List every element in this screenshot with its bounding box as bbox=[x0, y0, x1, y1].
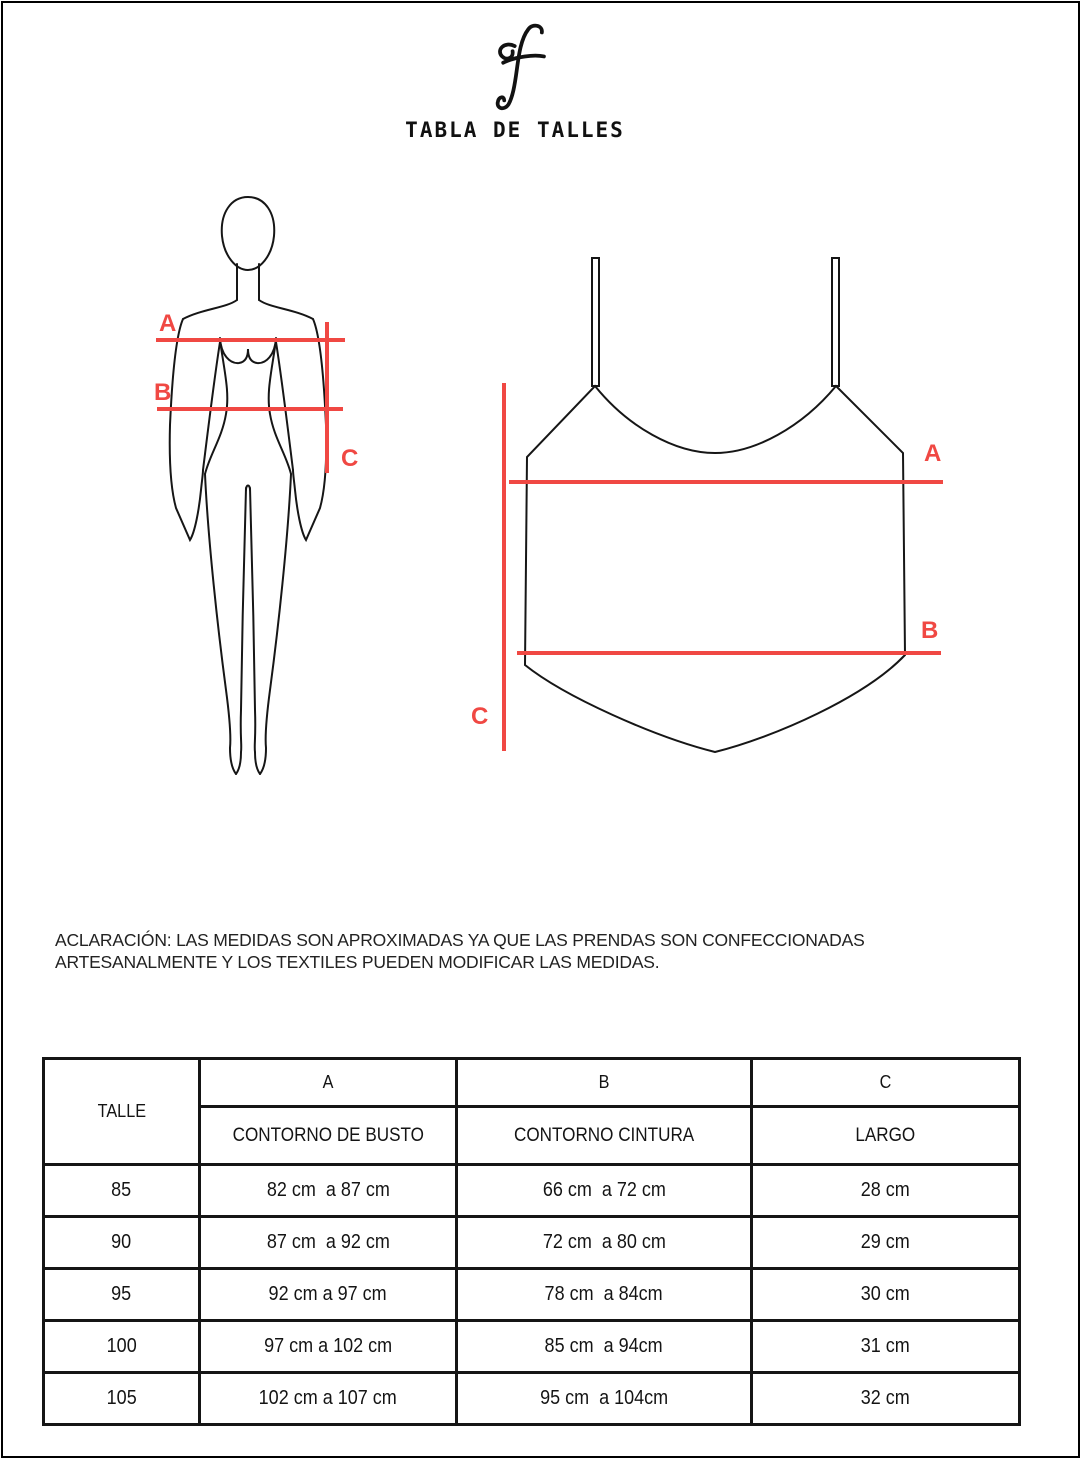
talle-cell: 105 bbox=[44, 1373, 200, 1425]
busto-cell: 97 cm a 102 cm bbox=[200, 1321, 457, 1373]
talle-cell: 95 bbox=[44, 1269, 200, 1321]
largo-cell: 31 cm bbox=[752, 1321, 1020, 1373]
brand-logo-icon bbox=[489, 22, 555, 116]
cintura-cell: 66 cm a 72 cm bbox=[457, 1165, 752, 1217]
garment-illustration bbox=[470, 245, 960, 765]
size-row-105 bbox=[44, 1373, 1020, 1425]
size-table-corner-header: TALLE bbox=[44, 1059, 200, 1165]
body-measure-label-b: B bbox=[154, 379, 172, 406]
body-measure-label-a: A bbox=[159, 310, 177, 337]
largo-cell: 32 cm bbox=[752, 1373, 1020, 1425]
size-row-85 bbox=[44, 1165, 1020, 1217]
busto-cell: 87 cm a 92 cm bbox=[200, 1217, 457, 1269]
size-row-90 bbox=[44, 1217, 1020, 1269]
talle-cell: 85 bbox=[44, 1165, 200, 1217]
body-measure-line-c bbox=[325, 322, 329, 473]
body-measure-line-b bbox=[157, 407, 343, 411]
page-title: TABLA DE TALLES bbox=[405, 118, 625, 142]
column-name-largo: LARGO bbox=[752, 1107, 1020, 1165]
size-row-100 bbox=[44, 1321, 1020, 1373]
talle-cell: 100 bbox=[44, 1321, 200, 1373]
cintura-cell: 78 cm a 84cm bbox=[457, 1269, 752, 1321]
largo-cell: 30 cm bbox=[752, 1269, 1020, 1321]
column-name-cintura: CONTORNO CINTURA bbox=[457, 1107, 752, 1165]
largo-cell: 29 cm bbox=[752, 1217, 1020, 1269]
body-figure-illustration bbox=[150, 190, 360, 785]
garment-measure-label-a: A bbox=[924, 440, 942, 467]
talle-cell: 90 bbox=[44, 1217, 200, 1269]
largo-cell: 28 cm bbox=[752, 1165, 1020, 1217]
column-letter-c: C bbox=[752, 1059, 1020, 1107]
size-table bbox=[42, 1057, 1021, 1426]
column-name-busto: CONTORNO DE BUSTO bbox=[200, 1107, 457, 1165]
garment-measure-line-c bbox=[502, 383, 506, 751]
cintura-cell: 95 cm a 104cm bbox=[457, 1373, 752, 1425]
cintura-cell: 72 cm a 80 cm bbox=[457, 1217, 752, 1269]
column-letter-b: B bbox=[457, 1059, 752, 1107]
garment-measure-label-b: B bbox=[921, 617, 939, 644]
column-letter-a: A bbox=[200, 1059, 457, 1107]
busto-cell: 82 cm a 87 cm bbox=[200, 1165, 457, 1217]
garment-measure-line-b bbox=[517, 651, 941, 655]
garment-measure-label-c: C bbox=[471, 703, 489, 730]
cintura-cell: 85 cm a 94cm bbox=[457, 1321, 752, 1373]
busto-cell: 92 cm a 97 cm bbox=[200, 1269, 457, 1321]
body-measure-label-c: C bbox=[341, 445, 359, 472]
busto-cell: 102 cm a 107 cm bbox=[200, 1373, 457, 1425]
size-row-95 bbox=[44, 1269, 1020, 1321]
garment-measure-line-a bbox=[509, 480, 943, 484]
body-measure-line-a bbox=[156, 338, 345, 342]
disclaimer-text: ACLARACIÓN: LAS MEDIDAS SON APROXIMADAS YA QUE LAS PRENDAS SON CONFECCIONADAS ARTESANALMENTE Y LOS TEXTILES PUEDEN MODIFICAR LAS MEDIDAS. bbox=[55, 930, 865, 973]
